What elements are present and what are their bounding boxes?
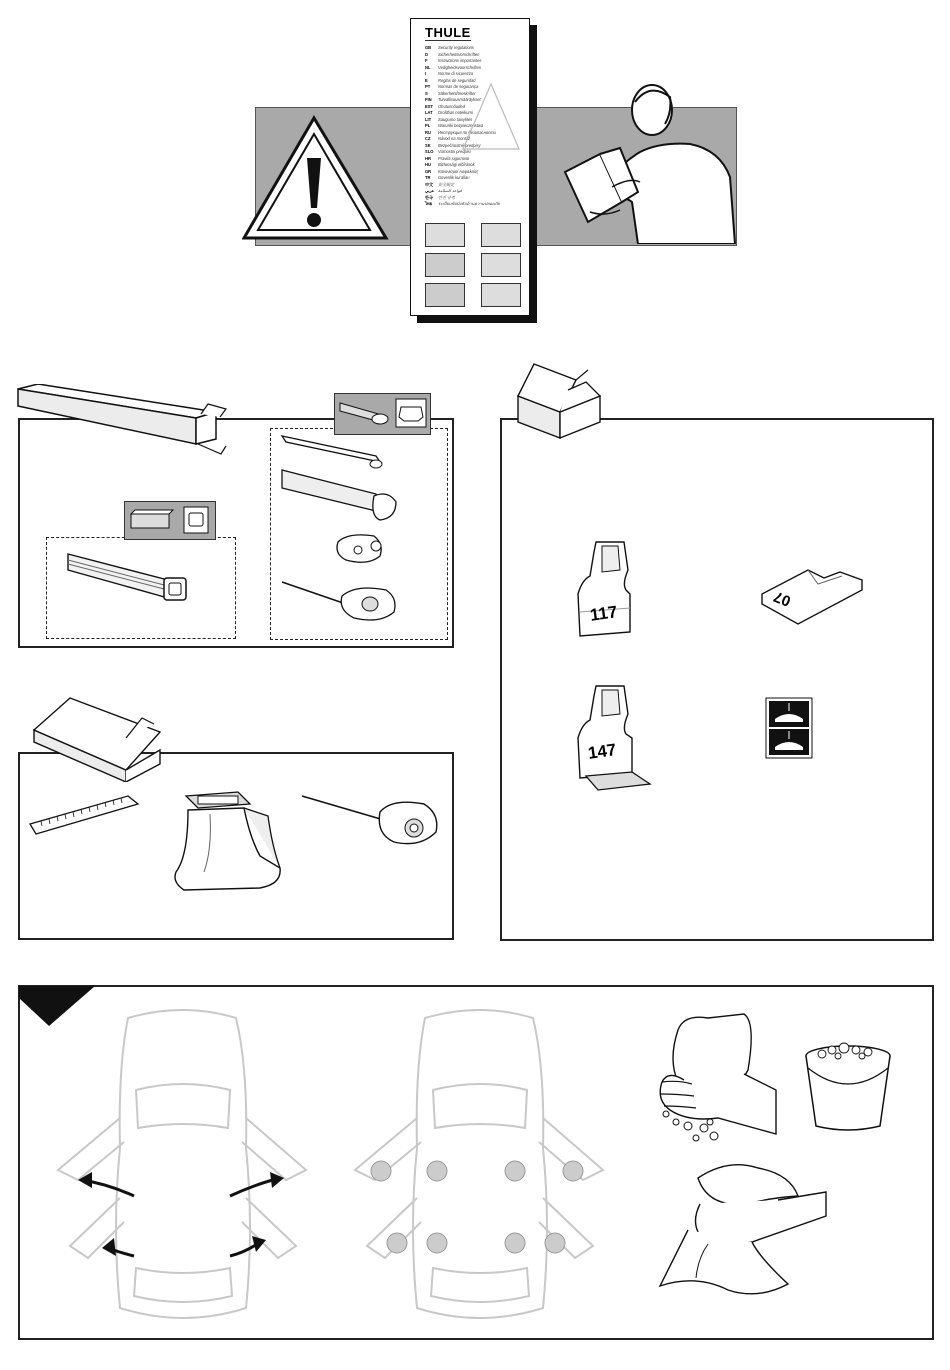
language-text: Instructions importantes bbox=[438, 58, 482, 63]
fitting-kit-panel bbox=[500, 418, 934, 941]
language-text: Pravila sigurnosti bbox=[438, 155, 470, 161]
brand-logo: THULE bbox=[425, 25, 471, 40]
language-text: 안전 규정 bbox=[438, 194, 455, 200]
key-plate-icon bbox=[758, 554, 866, 626]
language-text: Warunki bezpieczeństwa bbox=[438, 123, 484, 128]
bracket-147-icon bbox=[572, 684, 654, 794]
aero-bar-thumb-icon bbox=[338, 397, 428, 429]
square-bar-thumb-icon bbox=[129, 506, 209, 534]
key-plate-label: 07 bbox=[771, 587, 794, 610]
language-code: CZ bbox=[425, 136, 431, 141]
language-text: ระเบียบข้อบังคับด้านความปลอดภัย bbox=[438, 201, 500, 206]
language-code: SK bbox=[425, 142, 431, 148]
measuring-ruler-icon bbox=[28, 792, 140, 836]
booklet-thumbnails bbox=[425, 219, 517, 309]
washing-hand-icon bbox=[648, 1010, 778, 1145]
language-code: GB bbox=[425, 45, 432, 50]
language-text: Инструкция по безопасности bbox=[438, 129, 496, 135]
language-code: PL bbox=[425, 123, 431, 128]
language-text: قواعد السلامة bbox=[438, 188, 462, 193]
thumb-3 bbox=[425, 253, 465, 277]
language-text: Veiligheidsvoorschriften bbox=[438, 64, 482, 70]
language-text: Sicherheitsvorschriften bbox=[438, 51, 480, 57]
language-code: HU bbox=[425, 162, 431, 167]
language-text: 安全規定 bbox=[438, 181, 455, 187]
language-code: FIN bbox=[425, 97, 432, 102]
bracket-147-label: 147 bbox=[586, 740, 618, 763]
language-text: Normas de segurança bbox=[438, 84, 479, 89]
man-reading-icon bbox=[560, 82, 740, 244]
language-text: Turvallisuusmääräykset bbox=[438, 97, 481, 102]
language-code: GR bbox=[425, 168, 432, 174]
warning-triangle-icon bbox=[242, 112, 392, 242]
long-box-icon bbox=[16, 384, 231, 459]
language-code: PT bbox=[425, 84, 431, 89]
language-code: I bbox=[425, 71, 427, 76]
language-text: Säkerhetsföreskrifter bbox=[438, 90, 476, 96]
language-text: Drošības noteikumi bbox=[438, 110, 473, 115]
bracket-117-label: 117 bbox=[588, 602, 619, 625]
language-text: Varnostni predpisi bbox=[438, 149, 471, 154]
language-text: Norme di sicurezza bbox=[438, 71, 474, 76]
thumb-1 bbox=[425, 223, 465, 247]
language-code: ไทย bbox=[425, 201, 433, 206]
water-bucket-icon bbox=[802, 1040, 894, 1132]
small-box-icon bbox=[514, 360, 606, 440]
language-text: Ohutusnõuded bbox=[438, 103, 465, 109]
language-code: F bbox=[425, 58, 428, 63]
language-code: 中文 bbox=[425, 181, 434, 187]
lock-key-icon bbox=[300, 790, 445, 852]
language-code: EST bbox=[425, 103, 433, 109]
language-code: LIT bbox=[425, 116, 432, 122]
language-text: Biztonsági előírások bbox=[438, 162, 475, 167]
drying-cloth-icon bbox=[648, 1158, 828, 1308]
language-code: NL bbox=[425, 64, 431, 70]
language-code: HR bbox=[425, 155, 431, 161]
language-code: LAT bbox=[425, 110, 433, 115]
car-sticker-icon bbox=[765, 697, 813, 759]
language-code: RU bbox=[425, 129, 431, 135]
language-code: S bbox=[425, 90, 428, 96]
aero-bar-parts-icon bbox=[276, 432, 446, 632]
thumb-5 bbox=[425, 283, 465, 307]
language-text: Security regulations bbox=[438, 45, 474, 50]
thumb-6 bbox=[481, 283, 521, 307]
language-code: D bbox=[425, 51, 428, 57]
language-code: عربي bbox=[425, 188, 435, 193]
square-bar-icon bbox=[64, 550, 194, 610]
language-code: 한국 bbox=[425, 194, 433, 200]
language-text: Bezpečnostné predpisy bbox=[438, 142, 481, 148]
flat-box-icon bbox=[30, 690, 165, 782]
safety-booklet bbox=[410, 18, 530, 316]
thumb-4 bbox=[481, 253, 521, 277]
car-doors-open-icon bbox=[48, 1008, 318, 1333]
language-code: E bbox=[425, 77, 428, 83]
bracket-117-icon bbox=[572, 540, 640, 640]
thumb-2 bbox=[481, 223, 521, 247]
roof-foot-icon bbox=[170, 786, 295, 892]
language-text: Reglas de seguridad bbox=[438, 77, 476, 83]
car-contact-points-icon bbox=[345, 1008, 615, 1333]
language-code: TR bbox=[425, 175, 431, 180]
language-text: Κανονισμοί Ασφαλείας bbox=[438, 168, 479, 174]
language-code: SLO bbox=[425, 149, 434, 154]
language-text: Güvenlik kuralları bbox=[438, 175, 470, 180]
booklet-warning-watermark-icon bbox=[451, 79, 521, 159]
language-entry bbox=[425, 201, 525, 208]
language-text: Saugumo taisyklės bbox=[438, 116, 473, 122]
language-text: Návod na montáž bbox=[438, 136, 471, 141]
